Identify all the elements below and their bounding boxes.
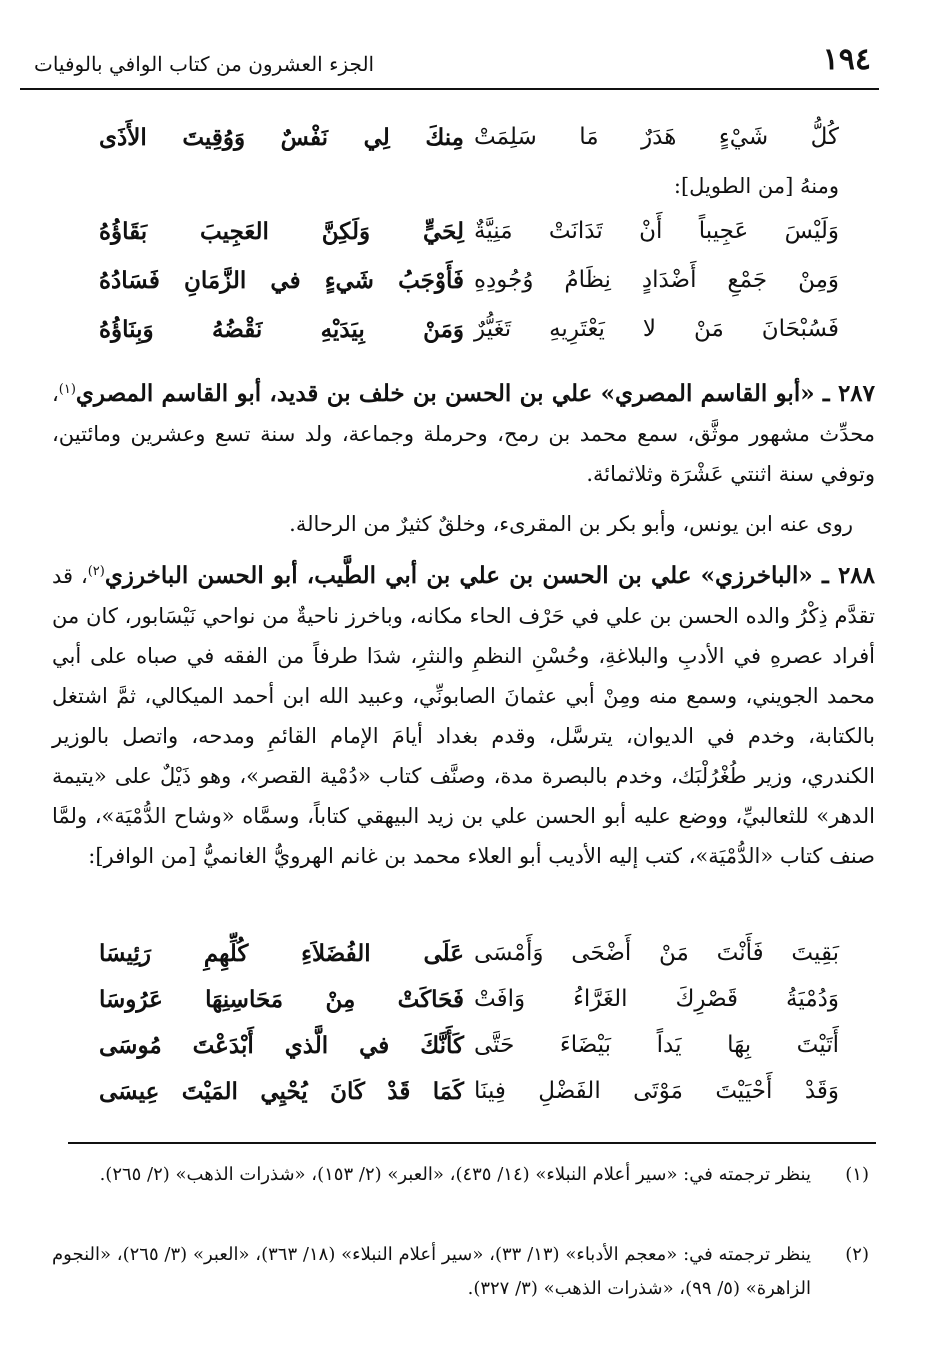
hemistich-first: وَمِنْ جَمْعِ أَضْدَادٍ نِظَامُ وُجُودِهِ [474,267,839,293]
page-number: ١٩٤ [822,42,871,77]
hemistich-second: كَمَا قَدْ كَانَ يُحْيِي المَيْتَ عِيسَى [99,1078,464,1105]
hemistich-first: أَتَيْتَ بِهَا يَداً بَيْضَاءَ حَتَّى [474,1032,839,1058]
hemistich-first: بَقِيتَ فَأَنْتَ مَنْ أَضْحَى وَأَمْسَى [474,940,839,966]
footnote [52,1238,869,1306]
hemistich-second: فَأَوْجَبُ شَيءٍ في الزَّمَانِ فَسَادُهُ [99,267,464,294]
entry-body: ، قد تقدَّم ذِكْرُ والده الحسن بن علي في حَرْف الحاء مكانه، وباخرز ناحيةٌ من نواحي نَيْسَابور، كان من أفراد عصرهِ في الأدبِ والبلاغةِ، وحُسْنِ النظمِ والنثرِ، شدَا طرفاً من الفقه في صباه على أبي محمد الجويني، وسمع منه ومِنْ أبي عثمانَ الصابونِّي، وعبيد الله ابن أحمد الميكالي، ثمَّ اشتغل بالكتابة، وخدم في الديوان، يترسَّل، وقدم بغداد أيامَ الإمام القائمِ ومدحه، واتصل بالوزير الكندري، وزير طُغْرُلْبَك، وخدم بالبصرة مدة، وصنَّف كتاب «دُمْية القصر»، وهو ذَيْلٌ على «يتيمة الدهر» للثعالبيِّ، ووضع عليه أبو الحسن علي بن زيد البيهقي كتاباً، وسمَّاه «وشاح الدُّمْيَة»، ولمَّا صنف كتاب «الدُّمْيَة»، كتب إليه الأديب أبو العلاء محمد بن غانم الهرويُّ الغانميُّ [من الوافر]: [52,564,875,868]
verse-line [99,980,839,1028]
hemistich-first: وَلَيْسَ عَجِيباً أَنْ تَدَانَتْ مَنِيَّةٌ [474,218,839,244]
hemistich-first: كُلُّ شَيْءٍ هَدَرٌ مَا سَلِمَتْ [474,124,839,150]
footnote-number: (١) [845,1164,869,1185]
hemistich-second: لِحَيٍّ وَلَكِنَّ العَجِيبَ بَقَاؤُهُ [99,218,464,245]
hemistich-second: مِنكَ لِي نَفْسٌ وَوُقِيتَ الأَذَى [99,124,464,151]
entry-287 [52,370,875,494]
hemistich-second: وَمَنْ بِيَدَيْهِ نَقْضُهُ وَبِنَاؤُهُ [99,316,464,343]
hemistich-second: عَلَى الفُضَلاَءِ كُلِّهِمِ رَئِيسَا [99,940,464,967]
verse-line [99,310,839,358]
footnote-text: ينظر ترجمته في: «معجم الأدباء» (١٣/ ٣٣)، «سير أعلام النبلاء» (١٨/ ٣٦٣)، «العبر» (٣/ ٢٦٥)، «النجوم الزاهرة» (٥/ ٩٩)، «شذرات الذهب» (٣/ ٣٢٧). [52,1244,812,1299]
verse-line [99,934,839,982]
entry-body: روى عنه ابن يونس، وأبو بكر بن المقرىء، وخلقٌ كثيرٌ من الرحالة. [289,512,853,536]
entry-title: ٢٨٨ ـ «الباخرزي» علي بن الحسن بن علي بن أبي الطَّيب، أبو الحسن الباخرزي [104,562,875,589]
running-title: الجزء العشرون من كتاب الوافي بالوفيات [34,52,375,76]
verse-line [99,1026,839,1074]
hemistich-first: وَدُمْيَةُ قَصْرِكَ الغَرَّاءُ وَافَتْ [474,986,839,1012]
hemistich-second: فَحَاكَتْ مِنْ مَحَاسِنِهَا عَرُوسَا [99,986,464,1013]
footnote [52,1158,869,1192]
entry-title: ٢٨٧ ـ «أبو القاسم المصري» علي بن الحسن بن خلف بن قديد، أبو القاسم المصري [75,380,875,407]
hemistich-first: فَسُبْحَانَ مَنْ لا يَعْتَرِيهِ تَغَيُّرٌ [474,316,839,342]
footnote-ref: (١) [58,382,76,397]
meter-intro: ومنهُ [من الطويل]: [673,174,839,198]
verse-line [99,118,839,166]
entry-287-paragraph [52,504,875,544]
verse-line [99,261,839,309]
hemistich-second: كَأَنَّكَ في الَّذي أَبْدَعْتَ مُوسَى [99,1032,464,1059]
verse-line [99,212,839,260]
entry-body: ، محدِّث مشهور موثَّق، سمع محمد بن رمح، وحرملة وجماعة، ولد سنة تسع وعشرين ومائتين، وتوفي سنة اثنتي عَشْرَة وثلاثمائة. [52,382,875,486]
verse-line [99,1072,839,1120]
entry-288 [52,552,875,876]
footnote-ref: (٢) [87,564,105,579]
hemistich-first: وَقَدْ أَحْيَيْتَ مَوْتَى الفَضْلِ فِينَا [474,1078,839,1104]
footnote-number: (٢) [845,1244,869,1265]
page-header [20,36,879,90]
footnote-text: ينظر ترجمته في: «سير أعلام النبلاء» (١٤/ ٤٣٥)، «العبر» (٢/ ١٥٣)، «شذرات الذهب» (٢/ ٢٦٥). [99,1164,811,1185]
footnote-divider [68,1142,876,1144]
